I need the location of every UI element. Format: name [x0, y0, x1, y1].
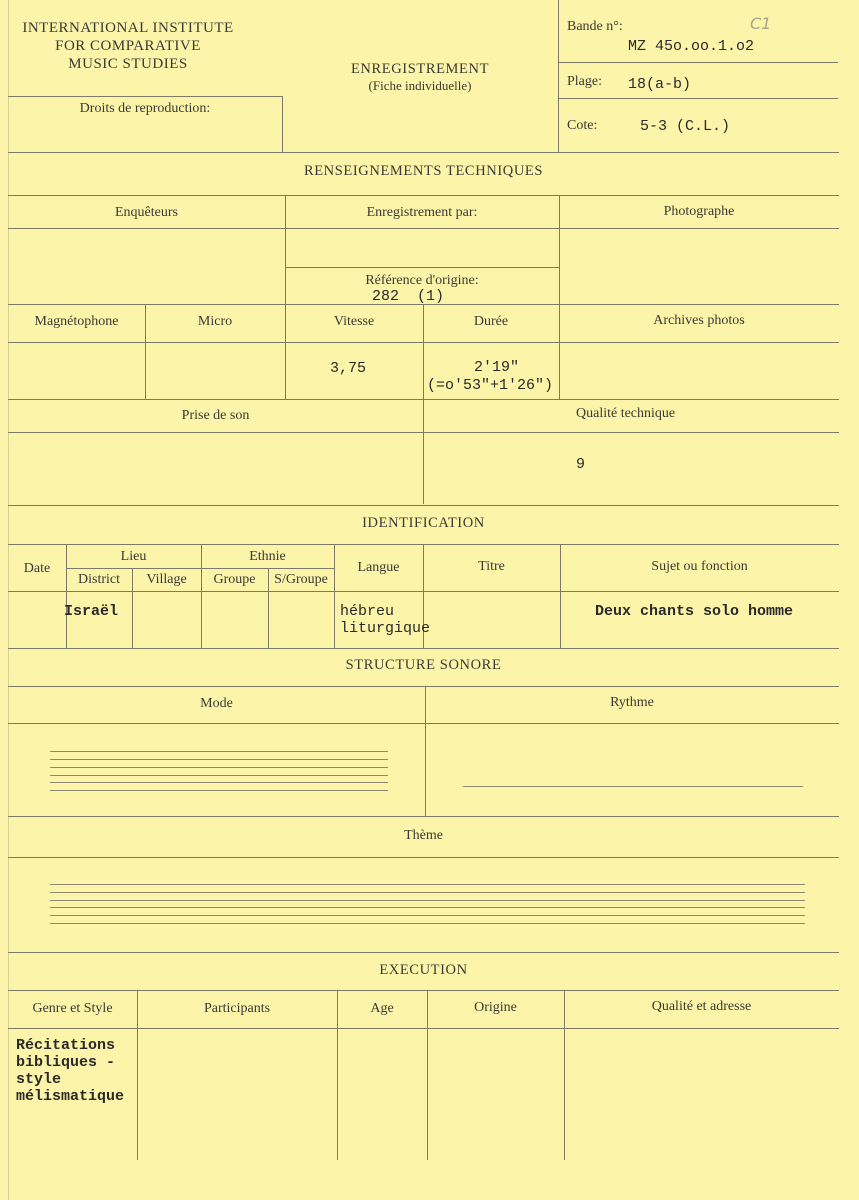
genre-value-line1: Récitations [16, 1037, 116, 1054]
ethnic-label: Ethnie [249, 549, 286, 564]
track-label: Plage: [567, 74, 602, 89]
speed-label: Vitesse [333, 314, 375, 329]
district-label: District [78, 572, 120, 587]
rhythm-guide-line [463, 786, 803, 787]
speed-value: 3,75 [330, 360, 367, 377]
quality-address-label: Qualité et adresse [651, 999, 752, 1014]
duration-label: Durée [473, 314, 509, 329]
genre-value-line4: mélismatique [16, 1088, 125, 1105]
institute-line-3: MUSIC STUDIES [68, 56, 188, 72]
origin-reference-label: Référence d'origine: [365, 273, 479, 288]
language-label: Langue [357, 560, 400, 575]
title-label: Titre [478, 559, 505, 574]
language-value-line2: liturgique [340, 620, 431, 637]
language-value-line1: hébreu [340, 603, 395, 620]
district-value: Israël [64, 603, 119, 620]
photographer-label: Photographe [663, 204, 735, 219]
shelf-mark-value: 5-3 (C.L.) [640, 118, 731, 135]
date-label: Date [23, 561, 51, 576]
participants-label: Participants [203, 1001, 271, 1016]
genre-value-line3: style [16, 1071, 62, 1088]
section-execution-title: EXECUTION [379, 962, 468, 978]
origin-label: Origine [474, 1000, 517, 1015]
technical-quality-value: 9 [576, 456, 586, 473]
duration-detail: (=o'53"+1'26") [427, 377, 554, 394]
tape-handwritten-note: C1 [750, 14, 772, 33]
technical-quality-label: Qualité technique [576, 406, 676, 421]
recorder-label: Magnétophone [34, 314, 119, 329]
institute-line-2: FOR COMPARATIVE [55, 38, 201, 54]
age-label: Age [370, 1001, 394, 1016]
form-subtitle: (Fiche individuelle) [368, 78, 472, 93]
genre-style-label: Genre et Style [32, 1001, 113, 1016]
theme-label: Thème [404, 828, 443, 843]
institute-line-1: INTERNATIONAL INSTITUTE [22, 20, 234, 36]
rhythm-label: Rythme [610, 695, 654, 710]
investigators-label: Enquêteurs [115, 205, 178, 220]
microphone-label: Micro [197, 314, 233, 329]
sound-take-label: Prise de son [181, 408, 250, 423]
mode-label: Mode [200, 696, 233, 711]
tape-number-value: MZ 45o.oo.1.o2 [628, 38, 755, 55]
origin-reference-value: 282 (1) [372, 288, 445, 305]
form-title: ENREGISTREMENT [350, 61, 490, 77]
subgroup-label: S/Groupe [274, 572, 328, 587]
place-label: Lieu [120, 549, 147, 564]
tape-number-label: Bande n°: [567, 19, 623, 34]
group-label: Groupe [213, 572, 256, 587]
subject-label: Sujet ou fonction [651, 559, 748, 574]
section-structure-title: STRUCTURE SONORE [345, 657, 502, 673]
genre-value-line2: bibliques - [16, 1054, 116, 1071]
duration-value: 2'19" [474, 359, 520, 376]
rights-label: Droits de reproduction: [79, 101, 211, 116]
recorded-by-label: Enregistrement par: [366, 205, 478, 220]
village-label: Village [146, 572, 187, 587]
photo-archive-label: Archives photos [653, 313, 745, 328]
track-value: 18(a-b) [628, 76, 692, 93]
section-technical-title: RENSEIGNEMENTS TECHNIQUES [303, 163, 544, 179]
shelf-mark-label: Cote: [567, 118, 598, 133]
section-identification-title: IDENTIFICATION [362, 515, 485, 531]
subject-value: Deux chants solo homme [595, 603, 794, 620]
